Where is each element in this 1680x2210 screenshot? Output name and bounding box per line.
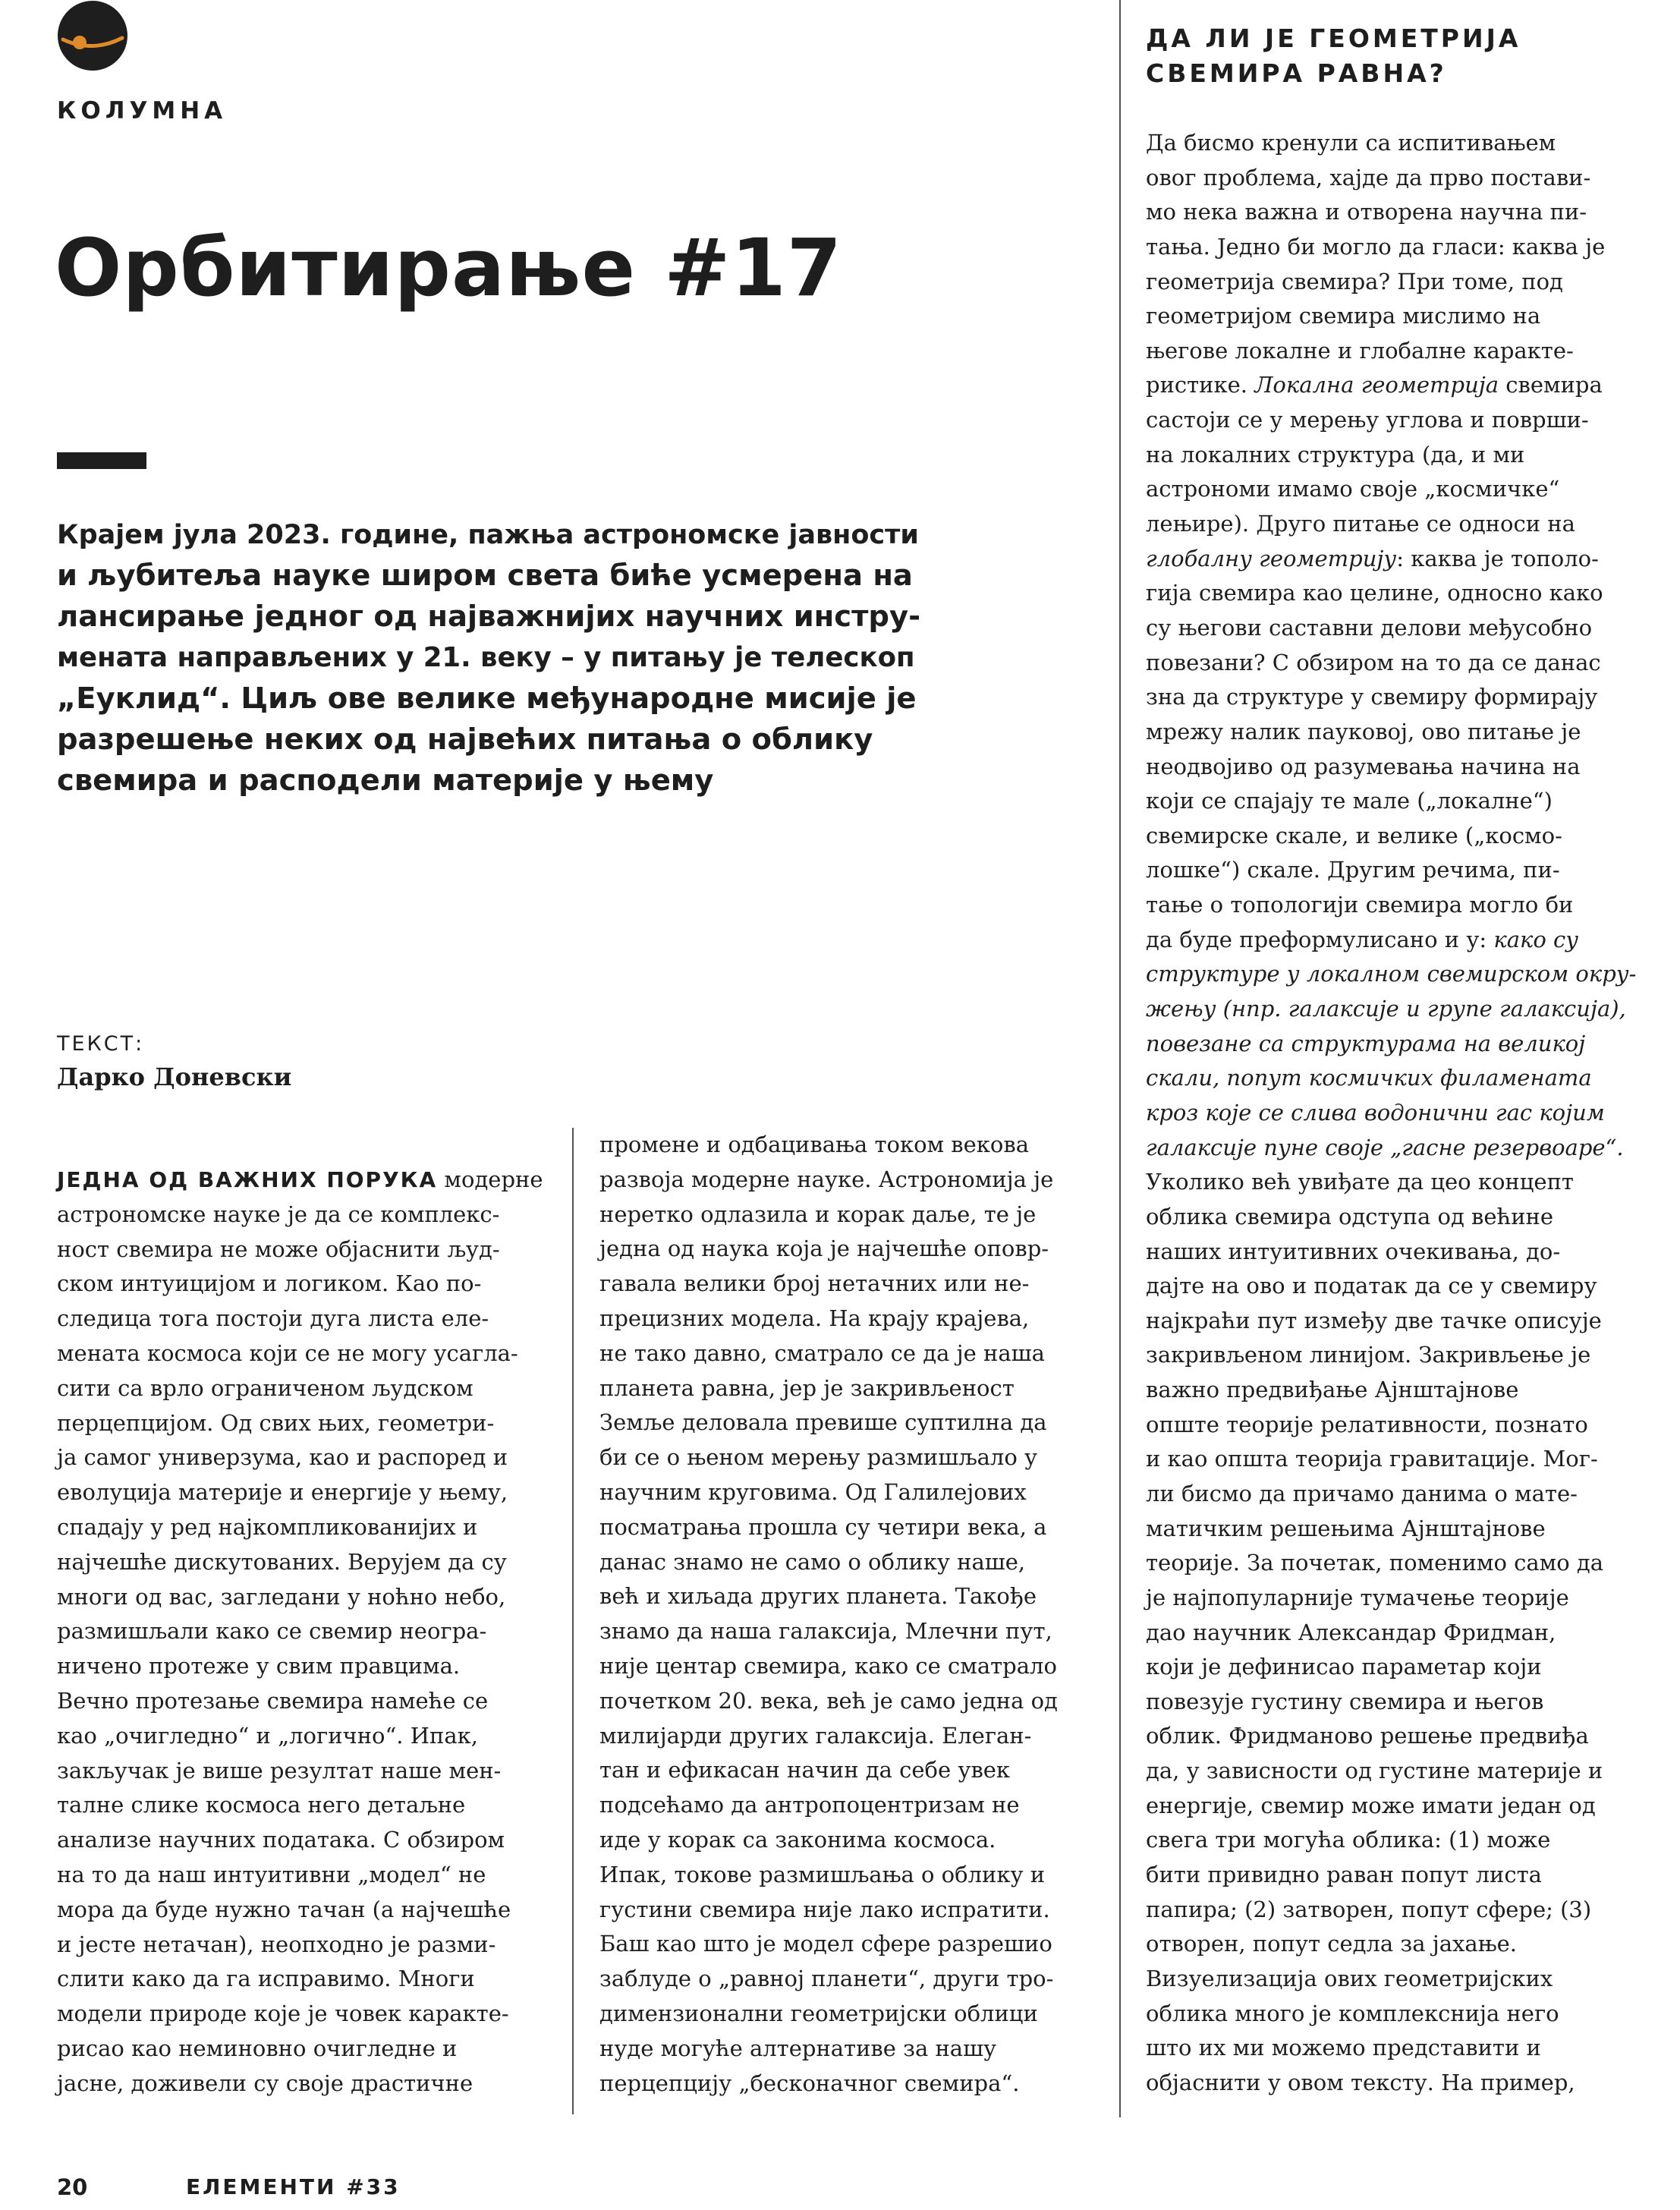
column-line: важно предвиђање Ајнштајнове: [1146, 1377, 1519, 1403]
column-line: Уколико већ увиђате да цео концепт: [1146, 1169, 1574, 1195]
column-line: Да бисмо кренули са испитивањем: [1146, 130, 1556, 156]
column-line: перцепцију „бесконачног свемира“.: [599, 2070, 1020, 2096]
column-line: ристике. Локална геометрија свемира: [1146, 372, 1603, 398]
column-line: галаксије пуне своје „гасне резервоаре“.: [1146, 1134, 1624, 1160]
column-line: гавала велики број нетачних или не-: [599, 1270, 1030, 1297]
column-line: ли бисмо да причамо данима о мате-: [1146, 1480, 1578, 1506]
column-line: да, у зависности од густине материје и: [1146, 1758, 1603, 1784]
column-line: следица тога постоји дуга листа еле-: [57, 1305, 489, 1332]
column-line: данас знамо не само о облику наше,: [599, 1548, 1026, 1575]
column-line: његове локалне и глобалне каракте-: [1146, 337, 1574, 364]
column-line: еволуција материје и енергије у њему,: [57, 1479, 508, 1506]
column-line: знамо да наша галаксија, Млечни пут,: [599, 1618, 1052, 1645]
column-line: ност свемира не може објаснити људ-: [57, 1236, 500, 1262]
column-line: геометријом свемира мислимо на: [1146, 303, 1541, 329]
column-line: састоји се у мерењу углова и површи-: [1146, 407, 1589, 433]
lead-line: и љубитеља науке широм света биће усмерена на: [57, 559, 913, 593]
column-line: талне слике космоса него детаљне: [57, 1792, 466, 1818]
column-line: димензионални геометријски облици: [599, 2000, 1038, 2026]
column-line: облика свемира одступа од већине: [1146, 1203, 1554, 1229]
column-line: овог проблема, хајде да прво постави-: [1146, 164, 1591, 190]
column-line: облик. Фридманово решење предвиђа: [1146, 1723, 1589, 1749]
sidebar-heading-line: ДА ЛИ ЈЕ ГЕОМЕТРИЈА: [1146, 24, 1521, 53]
column-line: на локалних структура (да, и ми: [1146, 441, 1525, 468]
magazine-issue: ЕЛЕМЕНТИ #33: [186, 2174, 401, 2199]
column-line: скали, попут космичких филамената: [1146, 1065, 1592, 1091]
sidebar-heading: [1146, 21, 1521, 91]
column-line: су његови саставни делови међусобно: [1146, 614, 1593, 641]
column-line: зна да структуре у свемиру формирају: [1146, 684, 1598, 710]
column-line: је најпопуларније тумачење теорије: [1146, 1584, 1569, 1610]
column-line: дао научник Александар Фридман,: [1146, 1619, 1556, 1645]
lead-line: свемира и расподели материје у њему: [57, 763, 714, 798]
column-line: закривљеном линијом. Закривљење је: [1146, 1342, 1591, 1368]
column-line: дајте на ово и податак да се у свемиру: [1146, 1273, 1597, 1299]
column-line: који се спајају те мале („локалне“): [1146, 788, 1553, 814]
sidebar-heading-line: СВЕМИРА РАВНА?: [1146, 58, 1447, 88]
article-title: Орбитирање #17: [55, 222, 843, 314]
column-line: би се о њеном мерењу размишљало у: [599, 1444, 1038, 1471]
column-line: што их ми можемо представити и: [1146, 2035, 1541, 2061]
column-line: астрономи имамо своје „космичке“: [1146, 476, 1560, 502]
column-line: тања. Једно би могло да гласи: каква је: [1146, 233, 1606, 260]
column-line: неретко одлазила и корак даље, те је: [599, 1201, 1037, 1227]
column-line: иде у корак са законима космоса.: [599, 1826, 996, 1853]
sidebar-body: [1146, 126, 1647, 2101]
column-line: почетком 20. века, већ је само једна од: [599, 1687, 1058, 1714]
article-lead: [57, 515, 922, 801]
column-line: мрежу налик пауковој, ово питање је: [1146, 718, 1581, 745]
column-line: опште теорије релативности, познато: [1146, 1411, 1588, 1437]
column-line: жењу (нпр. галаксије и групе галаксија),: [1146, 996, 1626, 1022]
column-line: објаснити у овом тексту. На пример,: [1146, 2069, 1575, 2095]
column-line: модели природе које је човек каракте-: [57, 2001, 509, 2027]
column-line: повезује густину свемира и његов: [1146, 1688, 1544, 1714]
column-line: мора да буде нужно тачан (а најчешће: [57, 1896, 511, 1922]
lead-line: мената направљених у 21. веку – у питању је телескоп: [57, 642, 915, 673]
column-line: као „очигледно“ и „логично“. Ипак,: [57, 1722, 478, 1749]
column-line: најчешће дискутованих. Верујем да су: [57, 1548, 507, 1575]
column-line: неодвојиво од разумевања начина на: [1146, 753, 1581, 779]
column-line: најкраћи пут између две тачке описује: [1146, 1307, 1602, 1333]
column-line: и јесте нетачан), неопходно је разми-: [57, 1931, 496, 1957]
lead-in-text: ЈЕДНА ОД ВАЖНИХ ПОРУКА: [57, 1167, 438, 1192]
column-line: наших интуитивних очекивања, до-: [1146, 1238, 1561, 1264]
column-line: тан и ефикасан начин да себе увек: [599, 1757, 1011, 1783]
column-line: Ипак, токове размишљања о облику и: [599, 1861, 1046, 1887]
body-column-1: [57, 1163, 550, 2101]
column-line: није центар свемира, како се сматрало: [599, 1652, 1057, 1679]
column-line: подсећамо да антропоцентризам не: [599, 1792, 1020, 1818]
column-line: да буде преформулисано и у: како су: [1146, 926, 1579, 952]
column-line: једна од наука која је најчешће оповр-: [599, 1236, 1049, 1262]
lead-line: разрешење неких од највећих питања о облику: [57, 722, 873, 757]
byline-author: Дарко Доневски: [57, 1062, 292, 1091]
page-number: 20: [57, 2174, 88, 2200]
column-line: заблуде о „равној планети“, други тро-: [599, 1966, 1054, 1992]
column-line: развоја модерне науке. Астрономија је: [599, 1166, 1054, 1192]
column-line: научним круговима. Од Галилејових: [599, 1478, 1027, 1505]
column-line: Баш као што је модел сфере разрешио: [599, 1931, 1052, 1957]
column-line: енергије, свемир може имати један од: [1146, 1792, 1596, 1818]
column-line: већ и хиљада других планета. Такође: [599, 1583, 1037, 1610]
column-line: гија свемира као целине, односно како: [1146, 580, 1603, 606]
orbit-planet-icon: [57, 0, 128, 71]
lead-line: „Еуклид“. Циљ ове велике међународне мисије је: [57, 682, 917, 716]
column-line: папира; (2) затворен, попут сфере; (3): [1146, 1896, 1592, 1922]
column-line: нуде могуће алтернативе за нашу: [599, 2035, 997, 2061]
column-line: структуре у локалном свемирском окру-: [1146, 961, 1637, 987]
column-line: прецизних модела. На крају крајева,: [599, 1305, 1030, 1331]
column-line: ском интуицијом и логиком. Као по-: [57, 1270, 482, 1297]
column-line: повезани? С обзиром на то да се данас: [1146, 649, 1601, 675]
column-line: закључак је више резултат наше мен-: [57, 1757, 502, 1783]
column-line: посматрања прошла су четири века, а: [599, 1513, 1047, 1540]
column-line: теорије. За почетак, поменимо само да: [1146, 1550, 1604, 1576]
column-line: бити привидно раван попут листа: [1146, 1862, 1542, 1888]
column-line: милијарди других галаксија. Елеган-: [599, 1722, 1032, 1749]
title-underline-bar: [57, 452, 146, 469]
column-line: који је дефинисао параметар који: [1146, 1654, 1542, 1680]
column-line: перцепцијом. Од свих њих, геометри-: [57, 1409, 495, 1436]
body-column-2: [599, 1128, 1100, 2101]
column-line: повезане са структурама на великој: [1146, 1030, 1586, 1056]
column-line: Земље деловала превише суптилна да: [599, 1409, 1047, 1436]
column-line: облика много је комплекснија него: [1146, 2000, 1559, 2026]
column-line: мо нека важна и отворена научна пи-: [1146, 199, 1587, 225]
column-line: планета равна, јер је закривљеност: [599, 1374, 1015, 1401]
column-line: Вечно протезање свемира намеће се: [57, 1687, 489, 1714]
column-line: ја самог универзума, као и распоред и: [57, 1444, 508, 1471]
column-line: рисао као неминовно очигледне и: [57, 2035, 458, 2061]
column-line: геометрија свемира? При томе, под: [1146, 268, 1563, 294]
column-line: матичким решењима Ајнштајнове: [1146, 1515, 1546, 1541]
lead-in-rest: модерне: [437, 1166, 543, 1192]
column-line: јасне, доживели су своје драстичне: [57, 2070, 473, 2096]
column-line: многи од вас, загледани у ноћно небо,: [57, 1583, 506, 1610]
column-line: лењире). Друго питање се односи на: [1146, 511, 1575, 537]
column-line: сити са врло ограниченом људском: [57, 1374, 473, 1401]
column-line: свемирске скале, и велике („космо-: [1146, 822, 1562, 848]
column-line: и као општа теорија гравитације. Мог-: [1146, 1446, 1598, 1472]
column-line: на то да наш интуитивни „модел“ не: [57, 1861, 486, 1887]
column-line: кроз које се слива водонични гас којим: [1146, 1099, 1605, 1125]
column-line: ничено протеже у свим правцима.: [57, 1653, 461, 1680]
column-line: мената космоса који се не могу усагла-: [57, 1340, 518, 1366]
sidebar-divider: [1119, 0, 1121, 2117]
lead-line: Крајем јула 2023. године, пажња астрономске јавности: [57, 520, 919, 550]
column-line: тање о топологији свемира могло би: [1146, 892, 1574, 918]
column-line: астрономске науке је да се комплекс-: [57, 1201, 500, 1227]
lead-line: лансирање једног од најважнијих научних инстру-: [57, 600, 921, 634]
column-line: лошке“) скале. Другим речима, пи-: [1146, 857, 1560, 883]
byline-label: ТЕКСТ:: [57, 1032, 145, 1056]
column-line: спадају у ред најкомпликованијих и: [57, 1513, 478, 1540]
column-line: промене и одбацивања током векова: [599, 1132, 1029, 1157]
column-line: отворен, попут седла за јахање.: [1146, 1931, 1517, 1957]
column-line: слити како да га исправимо. Многи: [57, 1966, 475, 1992]
column-line: [57, 1163, 550, 1198]
column-line: не тако давно, сматрало се да је наша: [599, 1340, 1045, 1366]
column-line: густини свемира није лако испратити.: [599, 1896, 1050, 1922]
column-divider: [572, 1128, 574, 2114]
section-label: КОЛУМНА: [57, 97, 228, 124]
column-line: анализе научних података. С обзиром: [57, 1827, 505, 1853]
column-line: свега три могућа облика: (1) може: [1146, 1827, 1551, 1853]
column-line: глобалну геометрију: каква је тополо-: [1146, 545, 1599, 571]
column-line: Визуелизација ових геометријских: [1146, 1965, 1553, 1991]
column-line: размишљали како се свемир неогра-: [57, 1618, 487, 1645]
